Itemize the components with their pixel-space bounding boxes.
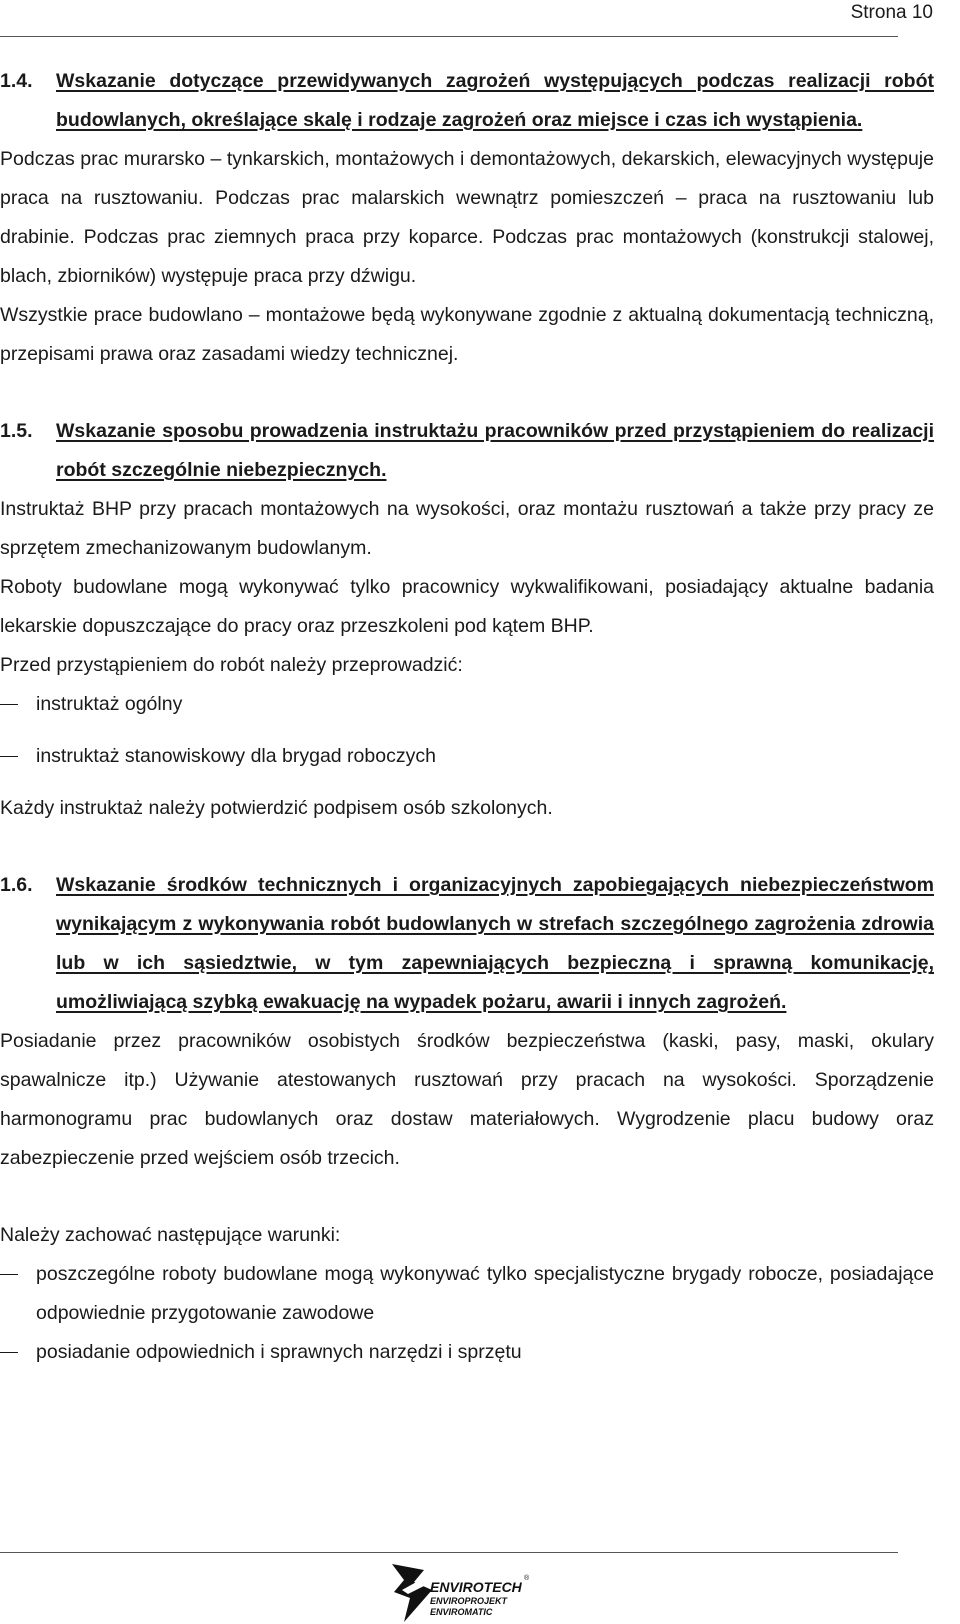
envirotech-logo-icon: [384, 1560, 554, 1624]
section-number: 1.6.: [0, 874, 33, 896]
dash-bullet-icon: [0, 1333, 36, 1372]
section-title: Wskazanie dotyczące przewidywanych zagrożeń występujących podczas realizacji robót budowlanych, określające skalę i rodzaje zagrożeń oraz miejsce i czas ich wystąpienia.: [56, 70, 934, 131]
dash-bullet-icon: [0, 1255, 36, 1294]
logo-subtext-2: ENVIROMATIC: [430, 1607, 493, 1617]
list-item-text: poszczególne roboty budowlane mogą wykonywać tylko specjalistyczne brygady robocze, posiadające odpowiednie przygotowanie zawodowe: [36, 1263, 934, 1324]
dash-bullet-icon: [0, 685, 36, 724]
section-heading-1-6: [0, 866, 934, 1022]
list-item-text: posiadanie odpowiednich i sprawnych narzędzi i sprzętu: [36, 1341, 522, 1363]
conditions-list: [0, 1255, 934, 1372]
dash-bullet-icon: [0, 737, 36, 776]
paragraph: Instruktaż BHP przy pracach montażowych na wysokości, oraz montażu rusztowań a także przy pracy ze sprzętem zmechanizowanym budowlanym.: [0, 498, 934, 559]
section-heading-1-4: [0, 62, 934, 140]
instruction-list: [0, 685, 934, 776]
svg-text:®: ®: [524, 1575, 530, 1582]
list-item: [0, 1333, 934, 1372]
spacer: [0, 374, 934, 412]
footer-divider: [0, 1552, 898, 1553]
list-item: [0, 685, 934, 724]
logo-text: ENVIROTECH: [430, 1579, 522, 1595]
paragraph: Należy zachować następujące warunki:: [0, 1224, 341, 1246]
section-title: Wskazanie sposobu prowadzenia instruktażu pracowników przed przystąpieniem do realizacji robót szczególnie niebezpiecznych.: [56, 420, 934, 481]
list-item-text: instruktaż stanowiskowy dla brygad roboczych: [36, 745, 436, 767]
document-body: [0, 62, 934, 1372]
section-number: 1.4.: [0, 70, 33, 92]
paragraph: Posiadanie przez pracowników osobistych środków bezpieczeństwa (kaski, pasy, maski, okulary spawalnicze itp.) Używanie atestowanych rusztowań przy pracach na wysokości. Sporządzenie harmonogramu prac budowlanych oraz dostaw materiałowych. Wygrodzenie placu budowy oraz zabezpieczenie przed wejściem osób trzecich.: [0, 1030, 934, 1169]
section-heading-1-5: [0, 412, 934, 490]
header-divider: [0, 36, 898, 37]
list-item: [0, 737, 934, 776]
paragraph: Przed przystąpieniem do robót należy przeprowadzić:: [0, 654, 463, 676]
page-number: Strona 10: [850, 2, 933, 23]
paragraph: Wszystkie prace budowlano – montażowe będą wykonywane zgodnie z aktualną dokumentacją techniczną, przepisami prawa oraz zasadami wiedzy technicznej.: [0, 304, 934, 365]
paragraph: Roboty budowlane mogą wykonywać tylko pracownicy wykwalifikowani, posiadający aktualne badania lekarskie dopuszczające do pracy oraz przeszkoleni pod kątem BHP.: [0, 576, 934, 637]
logo-subtext-1: ENVIROPROJEKT: [430, 1596, 508, 1606]
spacer: [0, 1178, 934, 1216]
paragraph: Każdy instruktaż należy potwierdzić podpisem osób szkolonych.: [0, 797, 553, 819]
list-item: [0, 1255, 934, 1333]
paragraph: Podczas prac murarsko – tynkarskich, montażowych i demontażowych, dekarskich, elewacyjnych występuje praca na rusztowaniu. Podczas prac malarskich wewnątrz pomieszczeń – praca na rusztowaniu lub drabinie. Podczas prac ziemnych praca przy koparce. Podczas prac montażowych (konstrukcji stalowej, blach, zbiorników) występuje praca przy dźwigu.: [0, 148, 934, 287]
section-title: Wskazanie środków technicznych i organizacyjnych zapobiegających niebezpieczeństwom wynikającym z wykonywania robót budowlanych w strefach szczególnego zagrożenia zdrowia lub w ich sąsiedztwie, w tym zapewniających bezpieczną i sprawną komunikację, umożliwiającą szybką ewakuację na wypadek pożaru, awarii i innych zagrożeń.: [56, 874, 934, 1013]
list-item-text: instruktaż ogólny: [36, 693, 183, 715]
spacer: [0, 828, 934, 866]
section-number: 1.5.: [0, 420, 33, 442]
